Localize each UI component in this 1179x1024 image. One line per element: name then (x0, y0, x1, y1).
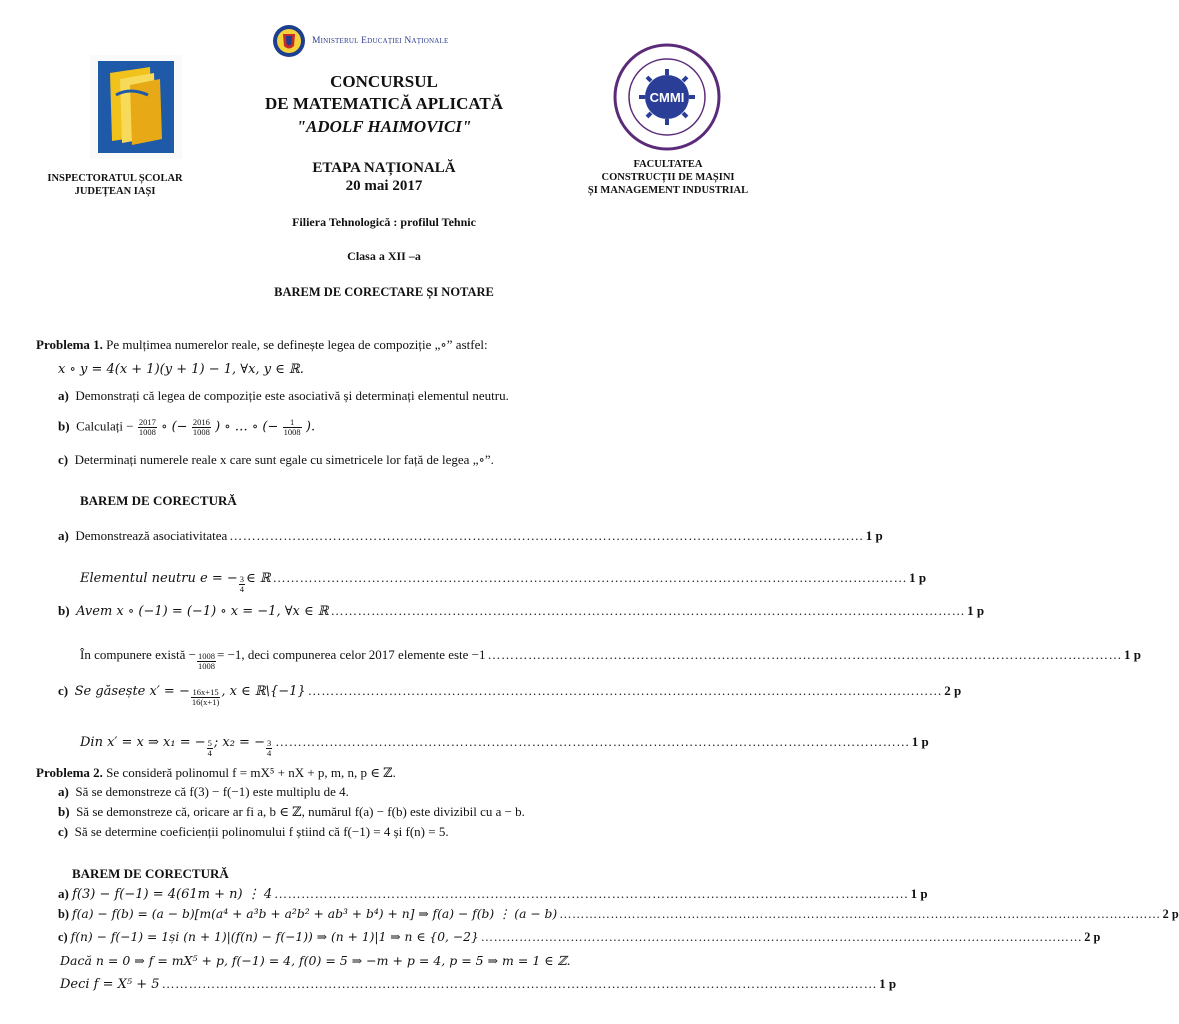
frac-den: 1008 (192, 427, 210, 437)
barem2-a-text: f(3) − f(−1) = 4(61m + n) ⋮ 4 (72, 887, 273, 902)
problem2-part-c (58, 824, 449, 840)
frac-den: 4 (207, 748, 212, 758)
barem1-a1-text: Demonstrează asociativitatea (75, 528, 228, 543)
frac-den: 1008 (138, 427, 156, 437)
barem1-a-label: a) (58, 528, 69, 543)
problem1-part-c (58, 452, 494, 468)
contest-title-3: "ADOLF HAIMOVICI" (296, 117, 472, 136)
barem1-c1-points: 2 p (944, 683, 962, 698)
barem2-c2-text: Dacă n = 0 ⇒ f = mX⁵ + p, f(−1) = 4, f(0) = 5 ⇒ −m + p = 4, p = 5 ⇒ m = 1 ∈ ℤ. (60, 953, 571, 968)
frac-den: 16(x+1) (191, 697, 220, 707)
faculty-line-1: FACULTATEA (633, 159, 703, 170)
barem1-a2-row (80, 570, 927, 594)
problem2-label: Problema 2. (36, 765, 103, 780)
barem1-c2-points: 1 p (911, 734, 929, 749)
barem1-c1-row (58, 683, 962, 707)
problem1-c-text: Determinați numerele reale x care sunt egale cu simetricele lor față de legea „∘”. (74, 452, 494, 467)
barem2-c3-text: Deci f = X⁵ + 5 (60, 977, 160, 992)
problem2-statement (36, 765, 396, 781)
frac-num: 1 (283, 418, 302, 428)
barem1-a1-row (58, 528, 883, 544)
frac-num: 3 (239, 574, 244, 584)
problem2-a-label: a) (58, 784, 69, 799)
barem1-b-label: b) (58, 603, 70, 618)
leader-dots: …………………………………………………………………………………………………………………………… (272, 570, 908, 585)
stage-title: ETAPA NAȚIONALĂ (312, 160, 456, 176)
frac-num: 3 (266, 738, 272, 748)
barem2-c-text: f(n) − f(−1) = 1și (n + 1)|(f(n) − f(−1)) ⇒ (n + 1)|1 ⇒ n ∈ {0, −2} (70, 930, 479, 944)
fraction-3-4 (239, 575, 245, 594)
problem2-intro: Se consideră polinomul f = mX⁵ + nX + p, m, n, p ∈ ℤ. (106, 765, 396, 780)
problem1-intro: Pe mulțimea numerelor reale, se definește legea de compoziție „∘” astfel: (106, 337, 488, 352)
frac-num: 5 (207, 738, 212, 748)
barem2-b-row (58, 907, 1179, 922)
barem2-c-label: c) (58, 930, 68, 944)
frac-num: 1008 (197, 651, 215, 661)
leader-dots: …………………………………………………………………………………………………………………………… (480, 930, 1083, 944)
grade-label: Clasa a XII –a (347, 249, 421, 263)
track-label: Filiera Tehnologică : profilul Tehnic (292, 215, 476, 229)
problem1-b-end: ). (305, 419, 316, 435)
barem2-c3-points: 1 p (879, 976, 897, 991)
barem1-b2-points: 1 p (1124, 647, 1141, 662)
problem2-c-label: c) (58, 824, 69, 839)
fraction-inverse-element (191, 688, 220, 707)
barem2-b-label: b) (58, 907, 69, 921)
barem1-c1-prefix: Se găsește x′ = − (74, 684, 190, 699)
leader-dots: …………………………………………………………………………………………………………………………… (274, 886, 909, 901)
problem2-c-text: Să se determine coeficienții polinomului f știind că f(−1) = 4 și f(n) = 5. (74, 824, 449, 839)
frac-num: 2017 (138, 417, 156, 427)
barem1-c-label: c) (58, 683, 69, 698)
problem1-c-label: c) (58, 452, 69, 467)
problem2-b-text: Să se demonstreze că, oricare ar fi a, b ∈ ℤ, numărul f(a) − f(b) este divizibil cu a − b. (76, 804, 525, 819)
barem1-c1-suffix: , x ∈ ℝ\{−1} (221, 684, 306, 699)
faculty-line-3: ȘI MANAGEMENT INDUSTRIAL (587, 185, 749, 196)
leader-dots: …………………………………………………………………………………………………………………………… (330, 603, 966, 618)
problem2-barem-heading: BAREM DE CORECTURĂ (72, 866, 229, 881)
problem1-barem-heading: BAREM DE CORECTURĂ (80, 493, 237, 508)
problem1-law: x ∘ y = 4(x + 1)(y + 1) − 1, ∀x, y ∈ ℝ. (58, 362, 304, 377)
problem1-b-mid-2: ) ∘ … ∘ (− (215, 419, 279, 435)
leader-dots: …………………………………………………………………………………………………………………………………………… (161, 976, 878, 991)
barem1-a2-prefix: Elementul neutru e = − (80, 571, 238, 586)
ministry-name: Ministerul Educației Naționale (312, 36, 449, 46)
frac-den: 4 (239, 584, 244, 594)
fraction-3-4 (266, 739, 272, 758)
romanian-coat-of-arms-icon (272, 24, 306, 58)
scheme-title: BAREM DE CORECTARE ȘI NOTARE (274, 285, 494, 299)
fraction-1-1008 (283, 418, 302, 437)
problem1-b-mid-1: ∘ (− (161, 419, 188, 435)
inspectorate-line-2: JUDEȚEAN IAȘI (74, 186, 156, 197)
problem2-a-text: Să se demonstreze că f(3) − f(−1) este multiplu de 4. (75, 784, 349, 799)
barem1-c2-prefix: Din x′ = x ⇒ x₁ = − (80, 735, 206, 750)
frac-num: 2016 (192, 417, 210, 427)
problem2-b-label: b) (58, 804, 70, 819)
barem1-b2-prefix: În compunere există − (80, 647, 196, 662)
problem1-part-a (58, 388, 509, 404)
leader-dots: …………………………………………………………………………………………………………………………… (487, 647, 1123, 662)
barem1-a1-points: 1 p (865, 528, 883, 543)
barem2-a-points: 1 p (910, 886, 928, 901)
leader-dots: …………………………………………………………………………………………………………………………… (229, 528, 864, 543)
barem1-b2-suffix: = −1, deci compunerea celor 2017 elemente este −1 (216, 647, 486, 662)
barem1-a2-suffix: ∈ ℝ (246, 571, 271, 586)
contest-title-2: DE MATEMATICĂ APLICATĂ (264, 94, 503, 113)
barem2-c3-row (60, 976, 897, 992)
fraction-5-4 (207, 739, 213, 758)
barem1-b2-row (80, 647, 1141, 671)
inspectorate-line-1: INSPECTORATUL ȘCOLAR (47, 173, 183, 184)
barem2-b-points: 2 p (1162, 907, 1179, 921)
fraction-2017-1008 (138, 418, 157, 437)
barem1-b1-row (58, 603, 985, 619)
barem1-c2-row (80, 734, 929, 758)
problem2-part-b (58, 804, 525, 820)
frac-num: 16x+15 (192, 687, 219, 697)
problem1-statement (36, 337, 488, 353)
contest-date: 20 mai 2017 (345, 178, 423, 194)
barem2-c-points: 2 p (1084, 930, 1101, 944)
contest-title-1: CONCURSUL (330, 72, 438, 91)
cmmi-logo-text: CMMI (649, 90, 685, 105)
problem1-b-label: b) (58, 418, 70, 434)
barem2-a-label: a) (58, 886, 69, 901)
problem1-a-text: Demonstrați că legea de compoziție este asociativă și determinați elementul neutru. (75, 388, 509, 403)
barem2-a-row (58, 886, 928, 902)
barem1-b1-text: Avem x ∘ (−1) = (−1) ∘ x = −1, ∀x ∈ ℝ (76, 604, 329, 619)
leader-dots: …………………………………………………………………………………………………………………………… (307, 683, 943, 698)
problem1-part-b (58, 418, 315, 437)
ministry-header (272, 24, 448, 58)
problem1-label: Problema 1. (36, 337, 103, 352)
leader-dots: …………………………………………………………………………………………………………………………… (559, 907, 1161, 921)
barem1-c2-mid: ; x₂ = − (213, 735, 265, 750)
problem2-part-a (58, 784, 349, 800)
frac-den: 1008 (283, 427, 301, 437)
leader-dots: …………………………………………………………………………………………………………………………… (275, 734, 910, 749)
fraction-2016-1008 (192, 418, 211, 437)
barem2-c-row (58, 930, 1101, 945)
barem1-a2-points: 1 p (909, 570, 927, 585)
faculty-line-2: CONSTRUCȚII DE MAȘINI (601, 172, 735, 183)
frac-den: 4 (266, 748, 272, 758)
fraction-1008-1008 (197, 652, 216, 671)
problem1-b-prefix: Calculați − (76, 418, 134, 434)
barem2-b-text: f(a) − f(b) = (a − b)[m(a⁴ + a³b + a²b² + ab³ + b⁴) + n] ⇒ f(a) − f(b) ⋮ (a − b) (72, 907, 558, 921)
barem1-b1-points: 1 p (967, 603, 985, 618)
frac-den: 1008 (197, 661, 215, 671)
problem1-a-label: a) (58, 388, 69, 403)
